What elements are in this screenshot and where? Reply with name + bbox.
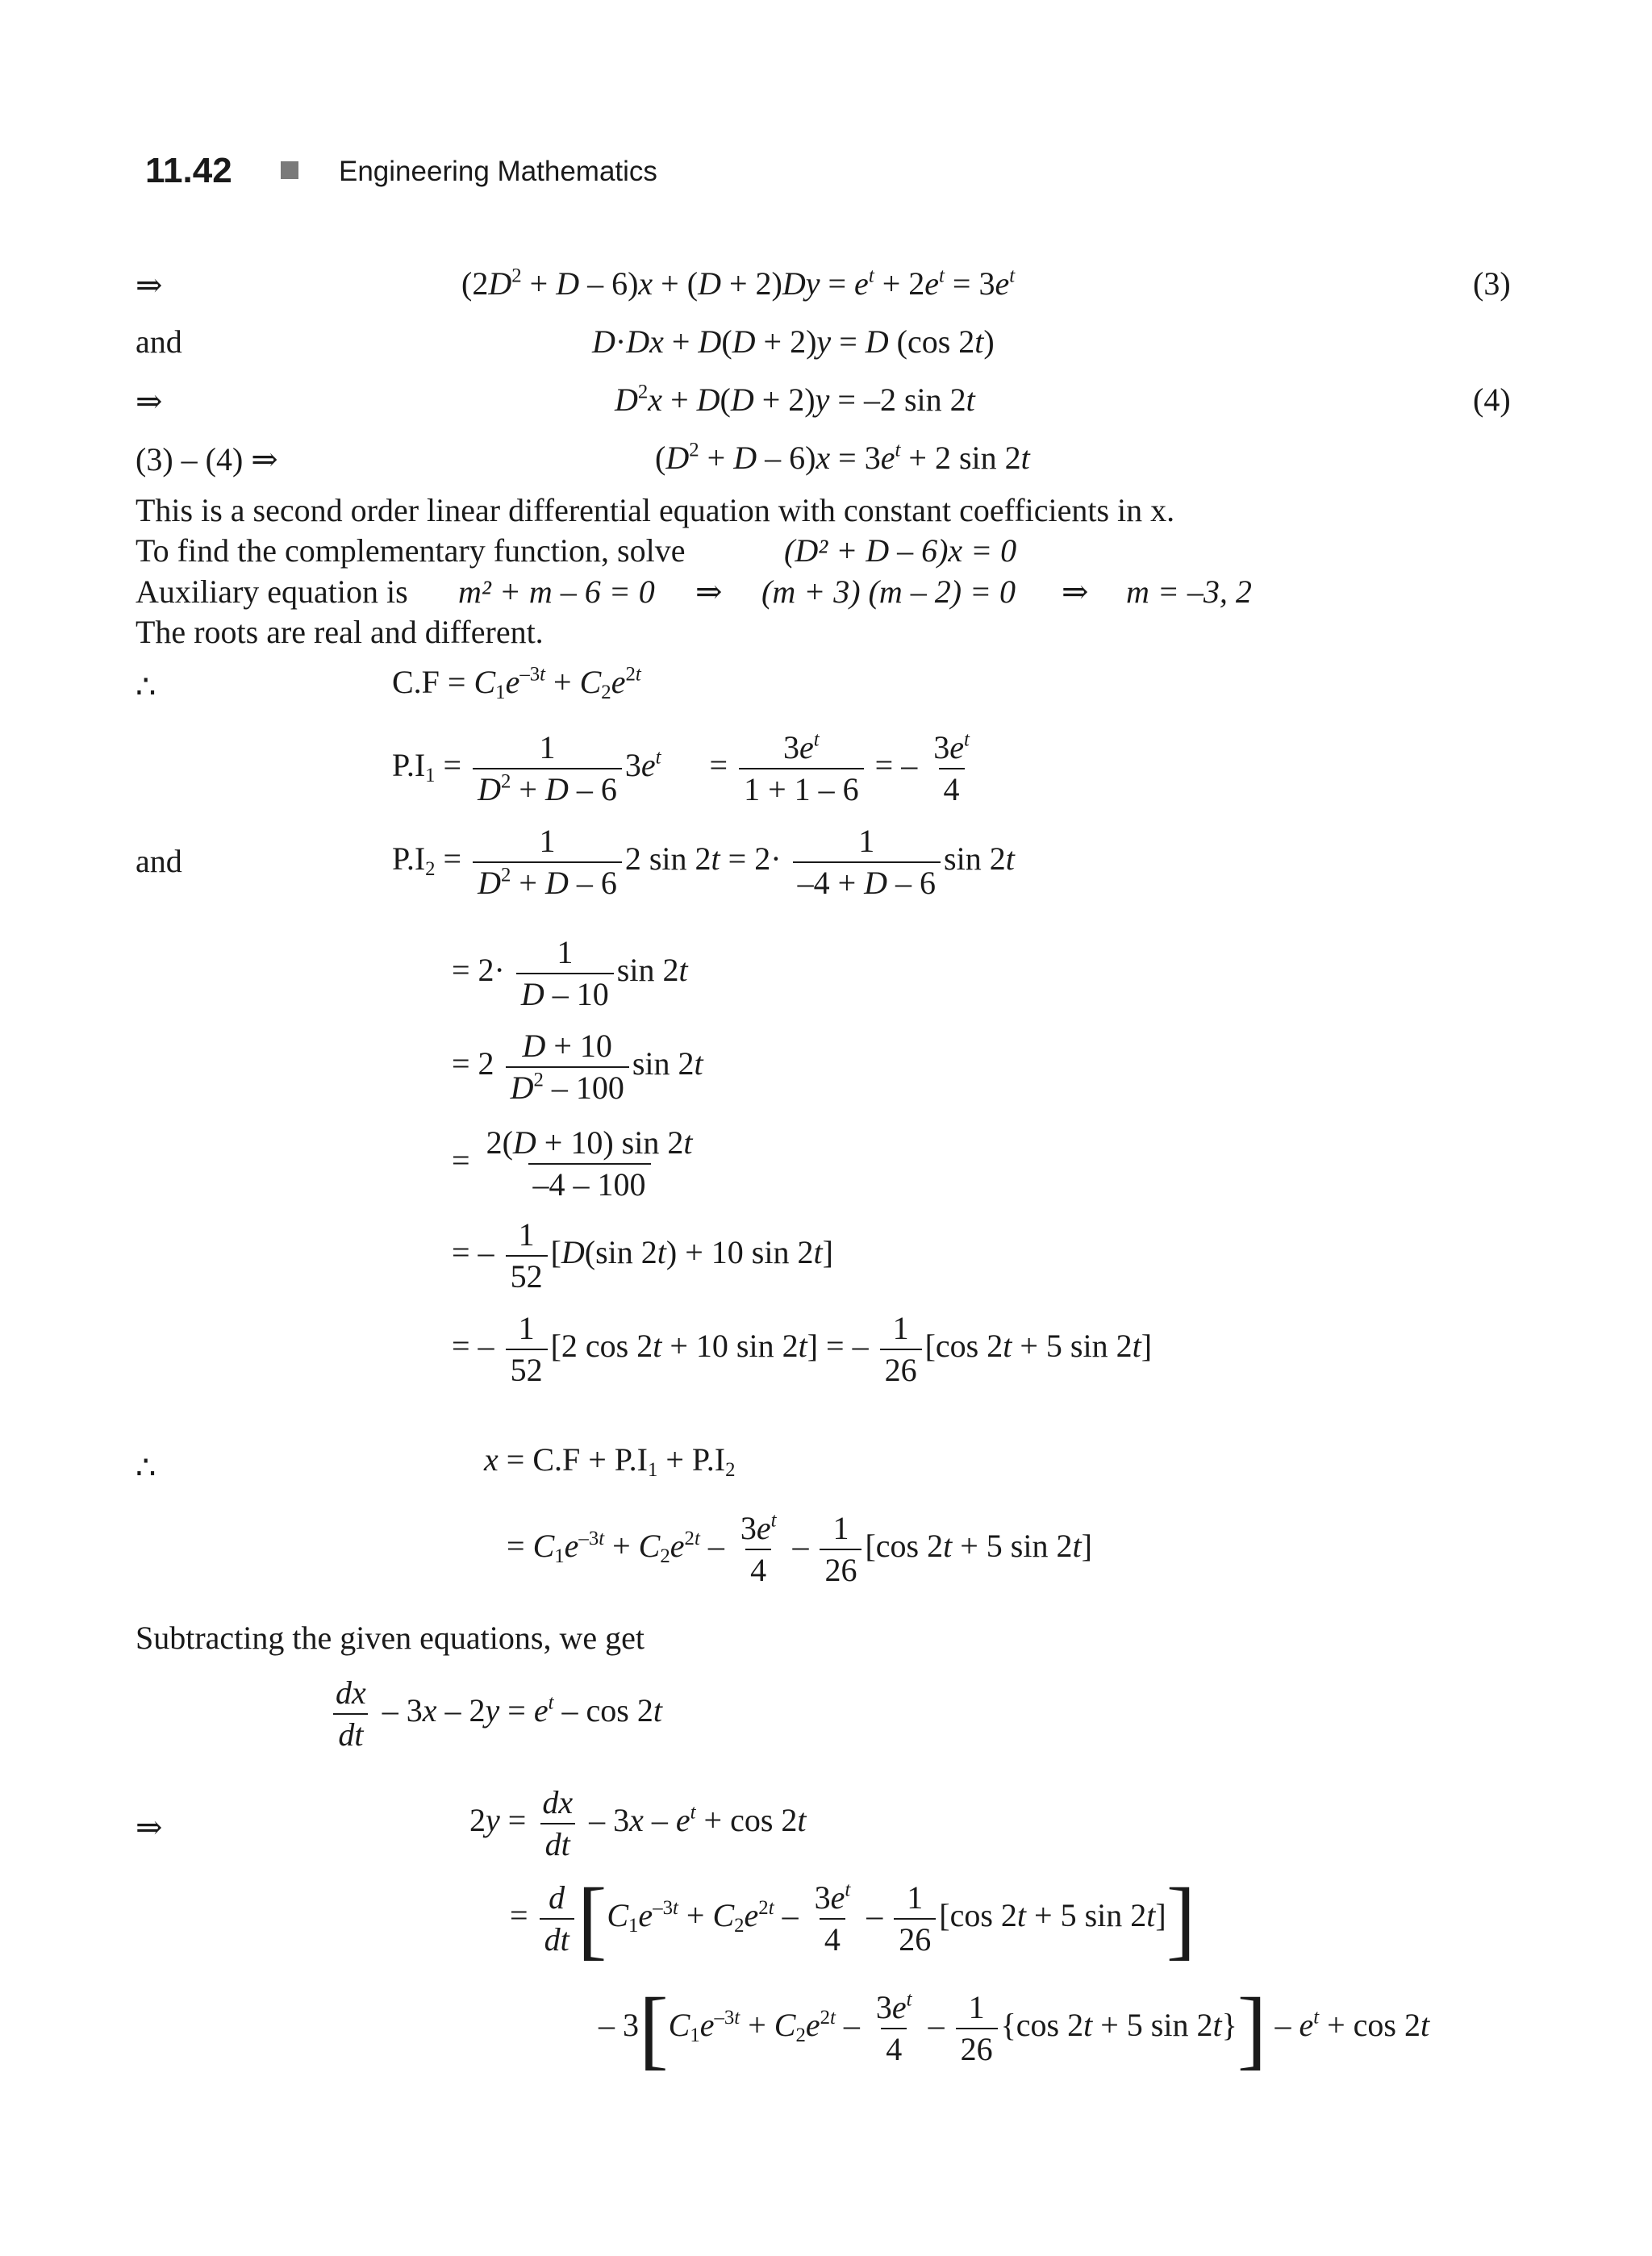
and-label: and bbox=[136, 323, 182, 360]
diff-label: (3) – (4) ⇒ bbox=[136, 441, 278, 477]
aux-equation: m² + m – 6 = 0 bbox=[458, 573, 655, 610]
implies-label: ⇒ bbox=[695, 573, 723, 610]
paragraph-line-3: Auxiliary equation is bbox=[136, 573, 408, 610]
equation-3: $(2D^2 + D - 6)x + (D + 2)Dy = e^t + 2e^t = 3e^t$ bbox=[461, 265, 1016, 302]
paragraph-line-1: This is a second order linear differential equation with constant coefficients in x. bbox=[136, 492, 1175, 528]
equation-tag-4: (4) bbox=[1473, 382, 1511, 418]
equation-2y-expanded-1: = $\frac{d}{dt}$ [$C_1e^{-3t} + C_2e^{2t}$ – $\frac{3e^t}{4}$ – $\frac{1}{26}$ [cos 2t + 5 sin 2t]] bbox=[510, 1870, 1196, 1968]
implies-label: ⇒ bbox=[136, 267, 163, 303]
equation-2y: 2y = $\frac{dx}{dt}$ – $3x - e^t + \cos 2t$ bbox=[469, 1784, 807, 1862]
equation-2y-expanded-2: – $3[C_1e^{-3t} + C_2e^{2t}$ – $\frac{3e^t}{4}$ – $\frac{1}{26}$ {cos 2t + 5 $\sin 2t\}] - e^t + \cos 2t$ bbox=[599, 1979, 1430, 2078]
solution-x-def: $x = C.F + P.I_1 + P.I_2$ bbox=[484, 1441, 736, 1481]
paragraph-line-5: Subtracting the given equations, we get bbox=[136, 1620, 645, 1656]
equation-diff: $(D^2 + D - 6)x = 3e^t + 2$ sin 2t bbox=[655, 439, 1030, 476]
pi2-step-3: = $\frac{2(D + 10) \sin 2t}{-4 - 100}$ bbox=[452, 1124, 693, 1203]
implies-label: ⇒ bbox=[1062, 573, 1089, 610]
book-title: Engineering Mathematics bbox=[339, 156, 657, 187]
aux-roots: m = –3, 2 bbox=[1126, 573, 1252, 610]
cf-equation: (D² + D – 6)x = 0 bbox=[784, 532, 1017, 569]
therefore-label: ∴ bbox=[136, 1449, 156, 1486]
therefore-label: ∴ bbox=[136, 669, 156, 705]
solution-x: = $C_1e^{-3t} + C_2e^{2t}$ – $\frac{3e^t}{4}$ – $\frac{1}{26}$ [cos 2t + 5 sin 2t] bbox=[507, 1509, 1092, 1588]
page-number: 11.42 bbox=[145, 151, 232, 190]
pi2-step-2: = 2 $\frac{D + 10}{D^2 - 100}$ sin 2t bbox=[452, 1028, 703, 1106]
particular-integral-1: $P.I_1$ = $\frac{1}{D^2 + D - 6}$ $3e^t$ = $\frac{3e^t}{1 + 1 - 6}$ = – $\frac{3e^t}{4}$ bbox=[392, 728, 970, 807]
particular-integral-2: $P.I_2$ = $\frac{1}{D^2 + D - 6}$ 2 sin 2t = 2· $\frac{1}{-4 + D - 6}$ sin 2t bbox=[392, 823, 1015, 901]
equation-ddx: D·Dx + D(D + 2)y = D (cos 2t) bbox=[592, 323, 995, 360]
pi2-step-4: = – $\frac{1}{52}$ [D(sin 2t) + 10 sin 2t] bbox=[452, 1216, 833, 1295]
header-square-icon bbox=[281, 161, 298, 179]
pi2-step-1: = 2· $\frac{1}{D - 10}$ sin 2t bbox=[452, 934, 688, 1012]
subtracted-equation: $\frac{dx}{dt}$ – $3x - 2y = e^t - \cos 2t$ bbox=[327, 1676, 662, 1752]
paragraph-line-2: To find the complementary function, solve bbox=[136, 532, 686, 569]
complementary-function: $C.F = C_1e^{-3t} + C_2e^{2t}$ bbox=[392, 663, 641, 703]
implies-label: ⇒ bbox=[136, 1809, 163, 1845]
equation-4: $D^2x + D(D + 2)y = -2$ sin 2t bbox=[615, 381, 975, 418]
pi2-step-5: = – $\frac{1}{52}$ [2 cos 2t + 10 sin 2t] = – $\frac{1}{26}$ [cos 2t + 5 sin 2t] bbox=[452, 1310, 1153, 1388]
implies-label: ⇒ bbox=[136, 383, 163, 419]
aux-factored: (m + 3) (m – 2) = 0 bbox=[761, 573, 1016, 610]
and-label: and bbox=[136, 843, 182, 879]
equation-tag-3: (3) bbox=[1473, 265, 1511, 302]
paragraph-line-4: The roots are real and different. bbox=[136, 614, 544, 650]
